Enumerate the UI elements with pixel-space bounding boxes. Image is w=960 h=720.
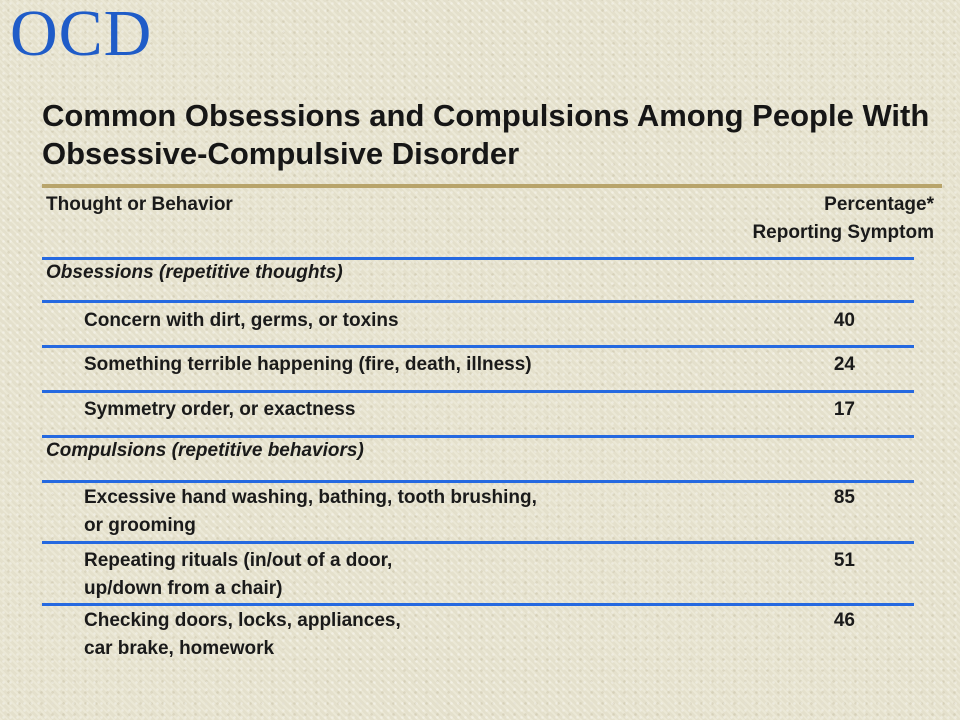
table-divider <box>42 300 914 303</box>
row-label-line: car brake, homework <box>84 638 275 659</box>
row-label-line: or grooming <box>84 515 196 536</box>
table-row-value: 85 <box>833 487 855 508</box>
table-row-value: 24 <box>833 354 855 375</box>
column-header-percentage-line1: Percentage* <box>824 194 934 215</box>
table-divider <box>42 345 914 348</box>
table-row-value: 46 <box>833 610 855 631</box>
row-label-line: Checking doors, locks, appliances, <box>84 610 401 631</box>
table-row-label <box>84 307 684 335</box>
table-row-label <box>84 607 684 663</box>
table-row-label <box>84 351 684 379</box>
table-divider <box>42 390 914 393</box>
category-obsessions: Obsessions (repetitive thoughts) <box>46 262 343 283</box>
table-divider <box>42 480 914 483</box>
table-divider <box>42 541 914 544</box>
table-row-value: 51 <box>833 550 855 571</box>
column-header-percentage-line2: Reporting Symptom <box>752 222 934 243</box>
table-divider <box>42 603 914 606</box>
column-header-percentage <box>752 191 934 247</box>
row-label-line: Repeating rituals (in/out of a door, <box>84 550 393 571</box>
table-row-label <box>84 547 684 603</box>
table-row-value: 40 <box>833 310 855 331</box>
column-header-thought: Thought or Behavior <box>46 194 233 215</box>
category-compulsions: Compulsions (repetitive behaviors) <box>46 440 364 461</box>
row-label-line: up/down from a chair) <box>84 578 283 599</box>
page-title: Common Obsessions and Compulsions Among People With Obsessive-Compulsive Disorder <box>42 98 930 171</box>
table-row-value: 17 <box>833 399 855 420</box>
table-row-label <box>84 396 684 424</box>
row-label-line: Something terrible happening (fire, death, illness) <box>84 354 532 375</box>
ocd-logo: OCD <box>10 0 153 70</box>
row-label-line: Concern with dirt, germs, or toxins <box>84 310 399 331</box>
title-divider <box>42 184 942 188</box>
row-label-line: Symmetry order, or exactness <box>84 399 356 420</box>
table-row-label <box>84 484 684 540</box>
row-label-line: Excessive hand washing, bathing, tooth brushing, <box>84 487 537 508</box>
